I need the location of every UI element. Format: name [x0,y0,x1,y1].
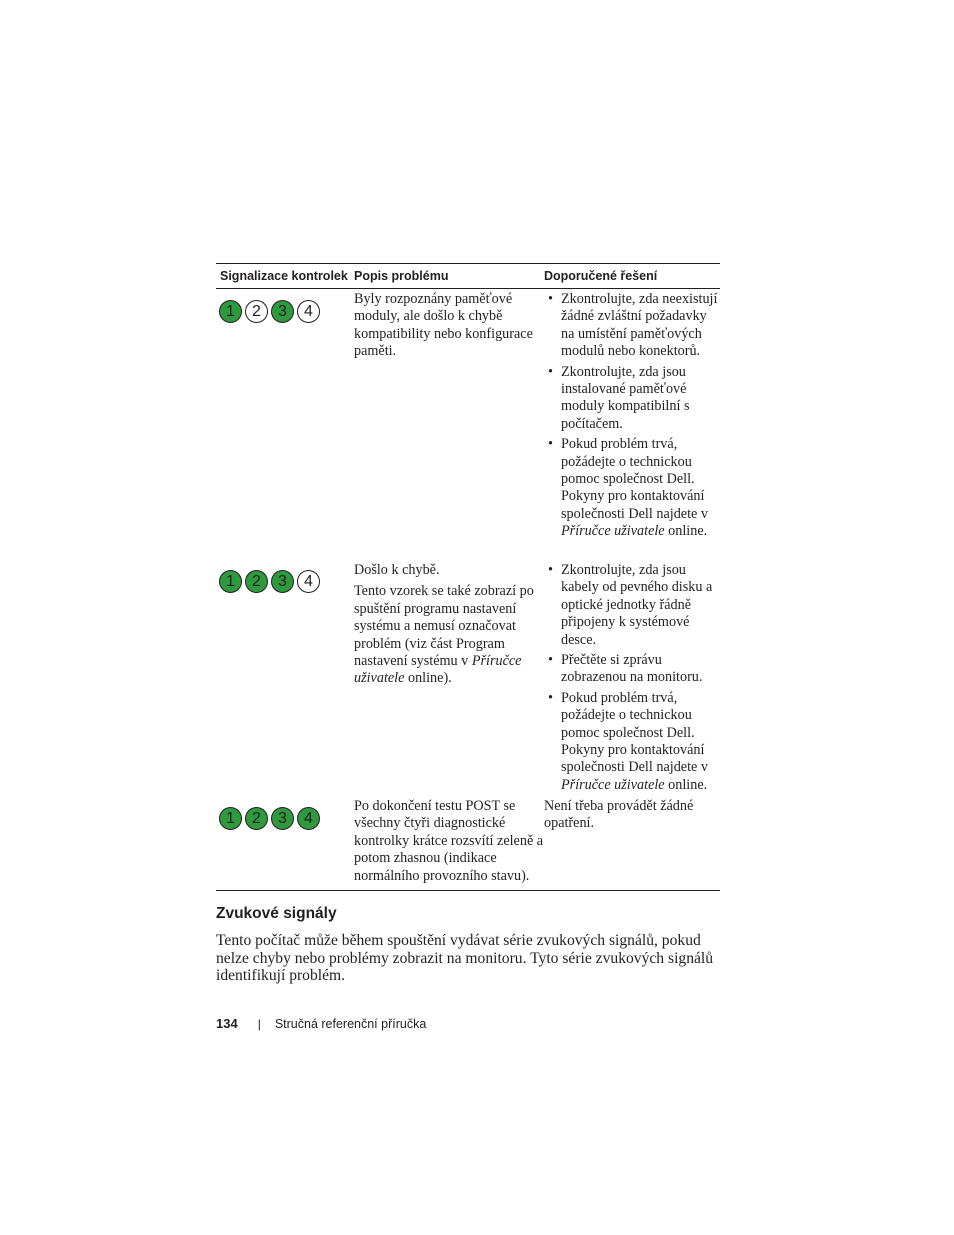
problem-description: Po dokončení testu POST se všechny čtyři diagnostické kontrolky krátce rozsvítí zeleně a potom zhasnou (indikace normálního provozního stavu). [354,798,544,884]
problem-description: Došlo k chybě. Tento vzorek se také zobrazí po spuštění programu nastavení systému a nemusí označovat problém (viz část Program nastavení systému v Příručce uživatele online). [354,562,544,692]
diagnostic-lights [219,570,320,593]
diagnostic-light-2-icon: 2 [245,570,268,593]
diagnostic-lights-table [216,263,720,884]
diagnostic-light-4-icon: 4 [297,807,320,830]
diagnostic-light-3-icon: 3 [271,807,294,830]
recommended-solution: Není třeba provádět žádné opatření. [544,798,694,832]
table-header [216,264,720,289]
diagnostic-light-1-icon: 1 [219,807,242,830]
header-recommended-solution: Doporučené řešení [544,269,658,283]
footer-title: Stručná referenční příručka [274,1016,427,1031]
diagnostic-lights [219,807,320,830]
page-footer [216,1016,426,1031]
list-item: • Přečtěte si zprávu zobrazenou na monitoru. [544,652,720,687]
recommended-solution [544,562,720,797]
diagnostic-light-3-icon: 3 [271,570,294,593]
header-light-pattern: Signalizace kontrolek [220,269,348,283]
problem-description: Byly rozpoznány paměťové moduly, ale došlo k chybě kompatibility nebo konfigurace paměti. [354,291,533,360]
diagnostic-lights [219,300,320,323]
page-number: 134 [216,1016,238,1031]
list-item: • Pokud problém trvá, požádejte o technickou pomoc společnost Dell. Pokyny pro kontaktování společnosti Dell najdete v Příručce uživatele online. [544,436,720,540]
header-problem-description: Popis problému [354,269,449,283]
list-item: • Zkontrolujte, zda jsou instalované paměťové moduly kompatibilní s počítačem. [544,364,720,434]
recommended-solution [544,291,720,544]
list-item: • Zkontrolujte, zda jsou kabely od pevného disku a optické jednotky řádně připojeny k systémové desce. [544,562,720,649]
diagnostic-light-4-icon: 4 [297,300,320,323]
diagnostic-light-1-icon: 1 [219,570,242,593]
diagnostic-light-4-icon: 4 [297,570,320,593]
footer-separator: | [257,1016,261,1031]
diagnostic-light-2-icon: 2 [245,300,268,323]
diagnostic-light-2-icon: 2 [245,807,268,830]
table-bottom-rule [216,890,720,891]
list-item: • Zkontrolujte, zda neexistují žádné zvláštní požadavky na umístění paměťových modulů nebo konektorů. [544,291,720,361]
diagnostic-light-1-icon: 1 [219,300,242,323]
list-item: • Pokud problém trvá, požádejte o technickou pomoc společnost Dell. Pokyny pro kontaktování společnosti Dell najdete v Příručce uživatele online. [544,690,720,794]
section-paragraph: Tento počítač může během spouštění vydávat série zvukových signálů, pokud nelze chyby nebo problémy zobrazit na monitoru. Tyto série zvukových signálů identifikují problém. [216,932,714,985]
problem-description-note: Tento vzorek se také zobrazí po spuštění programu nastavení systému a nemusí označovat problém (viz část Program nastavení systému v Příručce uživatele online). [354,583,534,687]
diagnostic-light-3-icon: 3 [271,300,294,323]
section-heading: Zvukové signály [216,905,337,922]
